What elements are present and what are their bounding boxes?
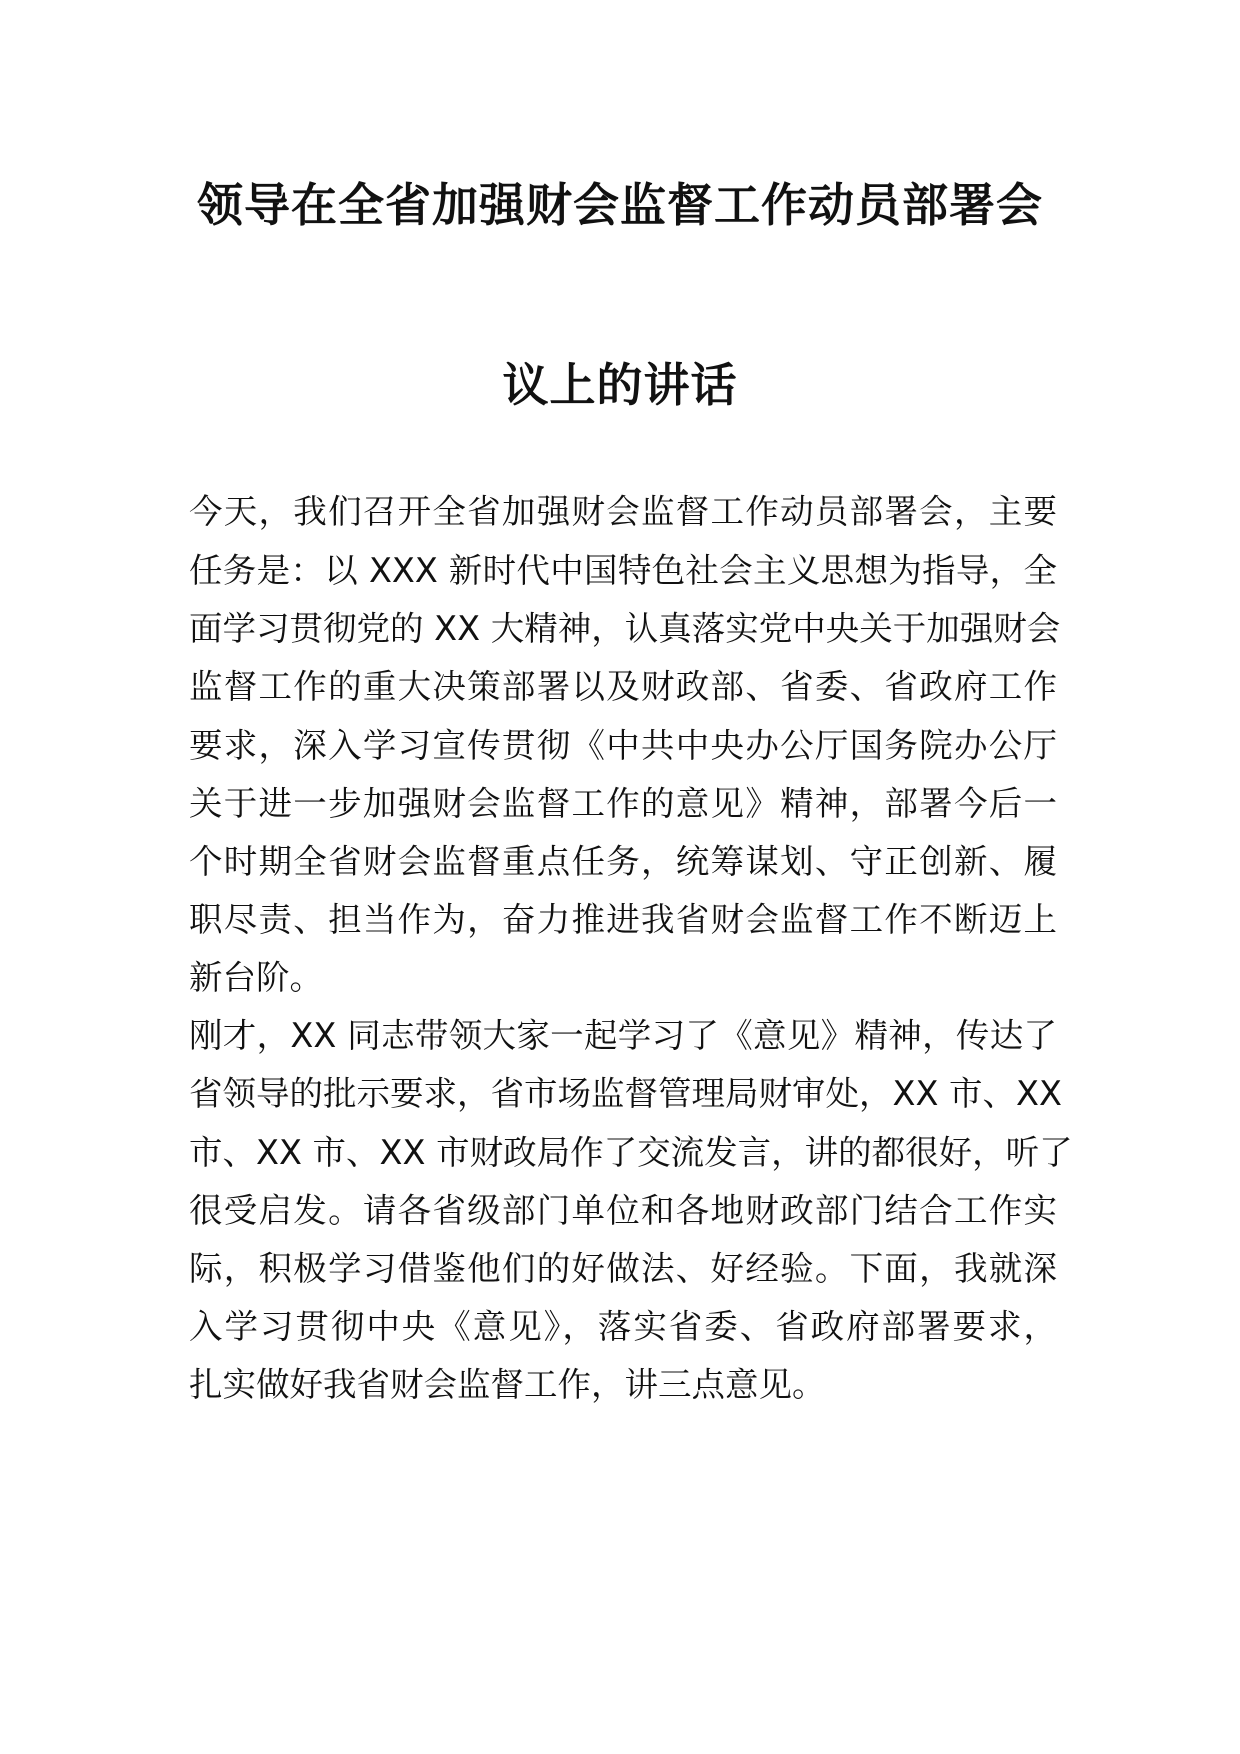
body-line: 职尽责、担当作为，奋力推进我省财会监督工作不断迈上 <box>189 900 1057 939</box>
document-title-line-1: 领导在全省加强财会监督工作动员部署会 <box>197 178 1043 232</box>
body-line: 省领导的批示要求，省市场监督管理局财审处，XX 市、XX <box>189 1074 1062 1113</box>
body-line: 际，积极学习借鉴他们的好做法、好经验。下面，我就深 <box>189 1249 1057 1288</box>
body-line: 刚才，XX 同志带领大家一起学习了《意见》精神，传达了 <box>189 1016 1057 1055</box>
body-line: 要求，深入学习宣传贯彻《中共中央办公厅国务院办公厅 <box>189 726 1057 765</box>
body-line: 今天，我们召开全省加强财会监督工作动员部署会，主要 <box>189 492 1057 531</box>
body-line: 市、XX 市、XX 市财政局作了交流发言，讲的都很好，听了 <box>189 1133 1073 1172</box>
document-title-line-2: 议上的讲话 <box>502 358 738 412</box>
body-line: 面学习贯彻党的 XX 大精神，认真落实党中央关于加强财会 <box>189 609 1061 648</box>
body-line: 个时期全省财会监督重点任务，统筹谋划、守正创新、履 <box>189 842 1057 881</box>
body-line: 新台阶。 <box>189 958 323 997</box>
body-line: 入学习贯彻中央《意见》，落实省委、省政府部署要求， <box>189 1307 1057 1346</box>
body-line: 很受启发。请各省级部门单位和各地财政部门结合工作实 <box>189 1191 1057 1230</box>
body-line: 关于进一步加强财会监督工作的意见》精神，部署今后一 <box>189 784 1057 823</box>
body-line: 任务是：以 XXX 新时代中国特色社会主义思想为指导，全 <box>189 551 1057 590</box>
body-line: 扎实做好我省财会监督工作，讲三点意见。 <box>189 1365 826 1404</box>
body-line: 监督工作的重大决策部署以及财政部、省委、省政府工作 <box>189 667 1057 706</box>
